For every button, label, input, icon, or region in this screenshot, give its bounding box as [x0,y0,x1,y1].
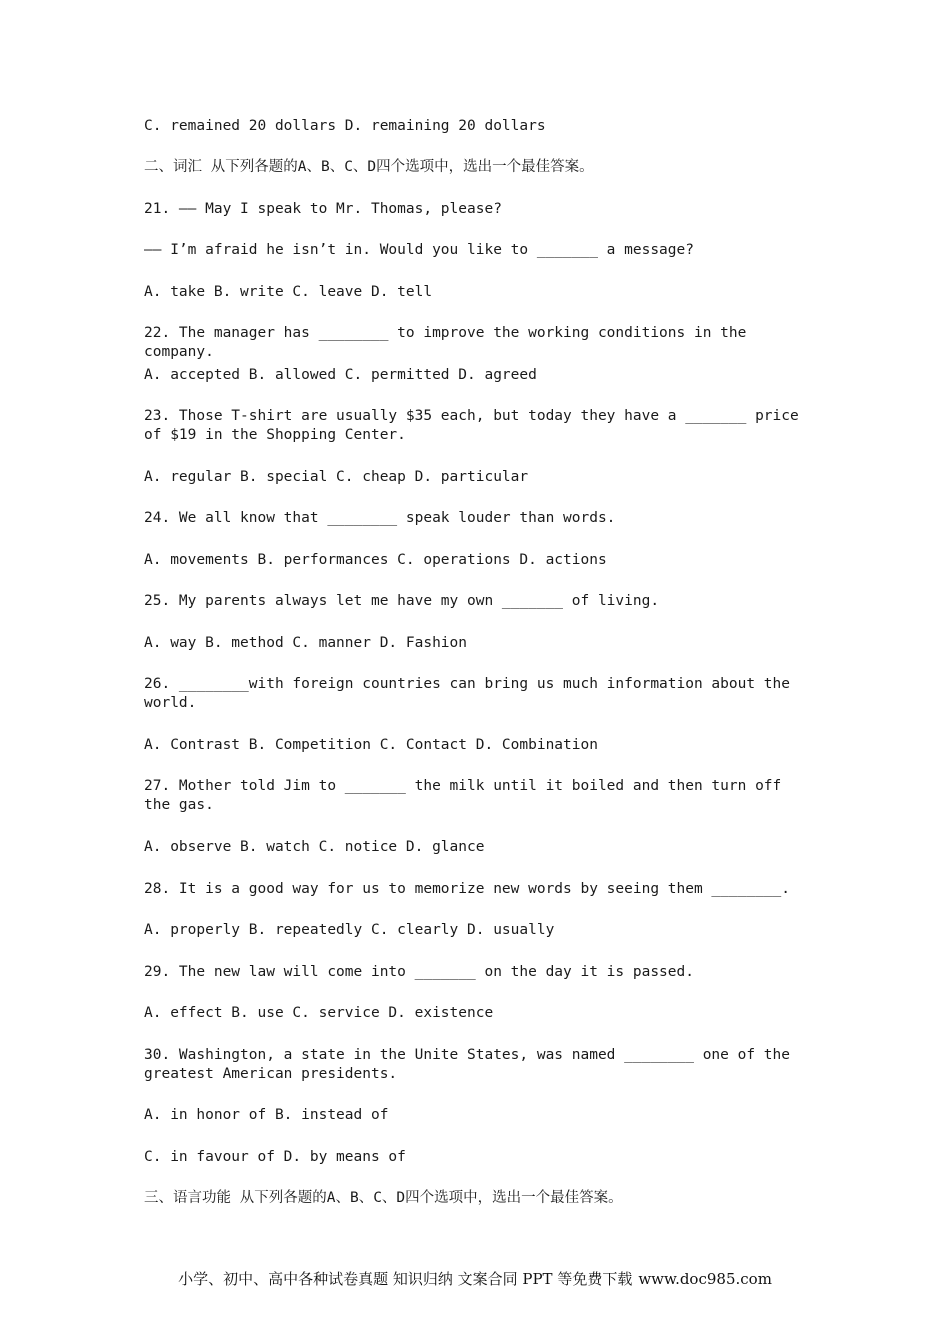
question-28: 28. It is a good way for us to memorize new words by seeing them ________. [144,881,791,897]
question-27: 27. Mother told Jim to _______ the milk until it boiled and then turn off the gas. [144,778,791,813]
question-23: 23. Those T-shirt are usually $35 each, but today they have a _______ price of $19 in the Shopping Center. [144,408,808,443]
options-24: A. movements B. performances C. operations D. actions [144,552,607,568]
footer-link[interactable]: www.doc985.com [638,1270,772,1288]
question-21: 21. —— May I speak to Mr. Thomas, please? [144,201,502,217]
options-27: A. observe B. watch C. notice D. glance [144,839,485,855]
options-25: A. way B. method C. manner D. Fashion [144,635,468,651]
options-21: A. take B. write C. leave D. tell [144,284,433,300]
options-28: A. properly B. repeatedly C. clearly D. usually [144,922,555,938]
options-30-cd: C. in favour of D. by means of [144,1149,406,1165]
options-22: A. accepted B. allowed C. permitted D. agreed [144,367,537,383]
options-23: A. regular B. special C. cheap D. particular [144,469,529,485]
options-29: A. effect B. use C. service D. existence [144,1005,494,1021]
question-21-reply: —— I’m afraid he isn’t in. Would you like to _______ a message? [144,242,694,258]
option-line: C. remained 20 dollars D. remaining 20 dollars [144,118,546,134]
section-heading-vocabulary: 二、词汇 从下列各题的A、B、C、D四个选项中，选出一个最佳答案。 [144,159,594,175]
question-22: 22. The manager has ________ to improve the working conditions in the company. [144,325,756,360]
options-30-ab: A. in honor of B. instead of [144,1107,389,1123]
question-24: 24. We all know that ________ speak louder than words. [144,510,616,526]
options-26: A. Contrast B. Competition C. Contact D. Combination [144,737,598,753]
question-29: 29. The new law will come into _______ on the day it is passed. [144,964,694,980]
page-footer [0,1268,950,1289]
question-26: 26. ________with foreign countries can bring us much information about the world. [144,676,799,711]
question-30: 30. Washington, a state in the Unite States, was named ________ one of the greatest American presidents. [144,1047,799,1082]
section-heading-language-function: 三、语言功能 从下列各题的A、B、C、D四个选项中，选出一个最佳答案。 [144,1190,623,1206]
question-25: 25. My parents always let me have my own _______ of living. [144,593,660,609]
footer-text: 小学、初中、高中各种试卷真题 知识归纳 文案合同 PPT 等免费下载 [178,1270,633,1288]
